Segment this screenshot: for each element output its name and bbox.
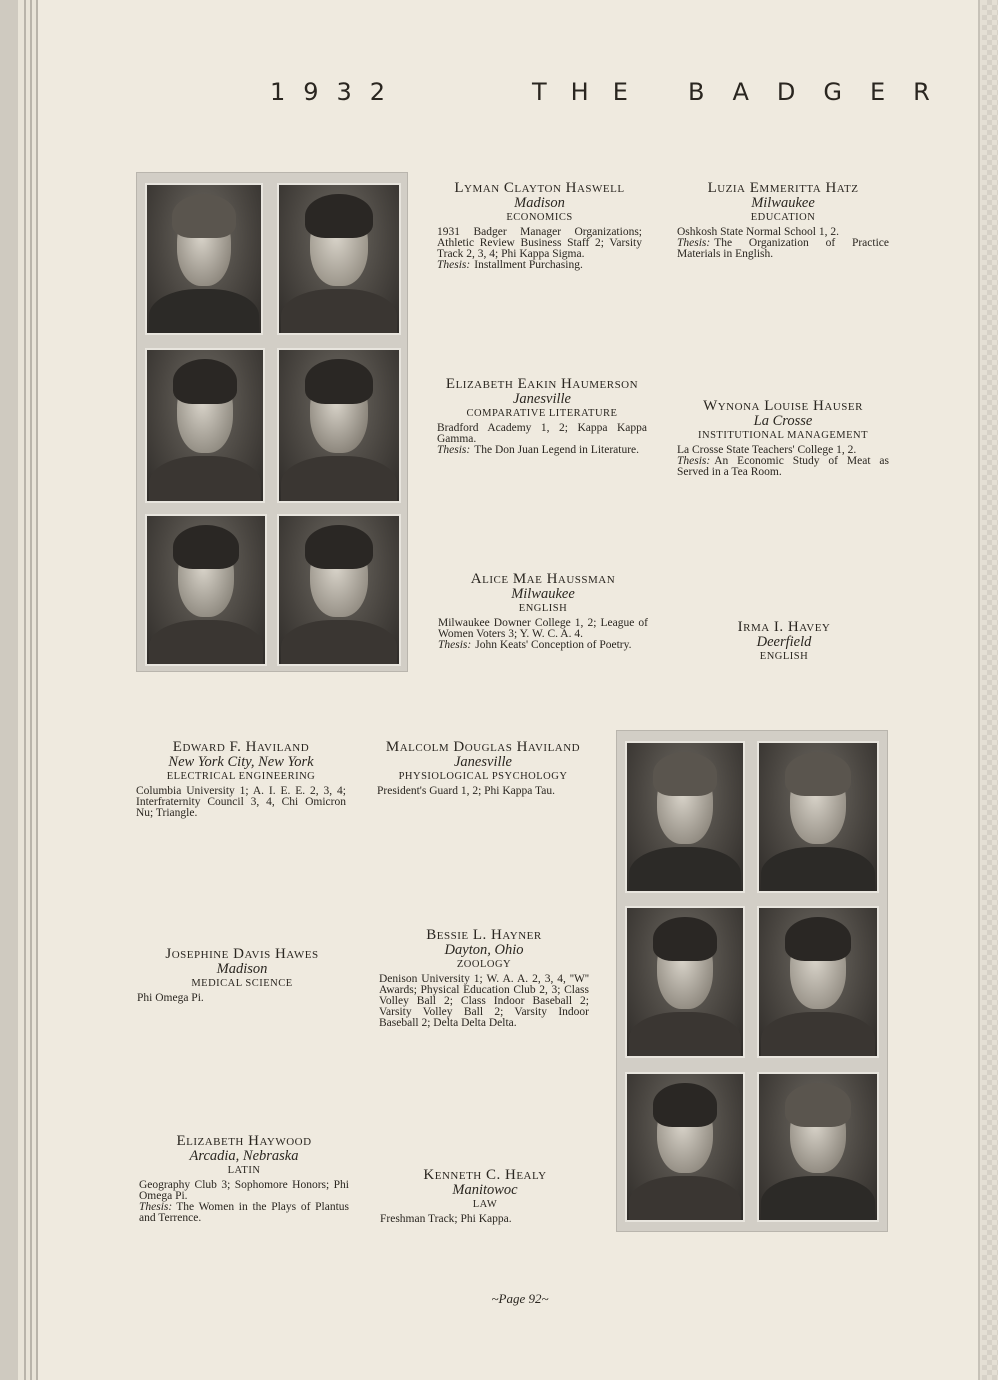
student-activities: President's Guard 1, 2; Phi Kappa Tau.	[377, 785, 556, 797]
student-activities: Phi Omega Pi.	[137, 992, 204, 1004]
student-hometown: Dayton, Ohio	[444, 942, 524, 958]
student-course: ZOOLOGY	[456, 959, 512, 970]
student-hometown: New York City, New York	[168, 754, 314, 770]
entry-hawes	[137, 947, 347, 1004]
binding-edge-right	[974, 0, 998, 1380]
student-course: LATIN	[227, 1165, 261, 1176]
student-hometown: Milwaukee	[511, 586, 575, 602]
student-course: ENGLISH	[518, 603, 568, 614]
page-header	[270, 78, 958, 112]
student-thesis: Thesis: Installment Purchasing.	[437, 259, 583, 271]
header-title: BADGER	[688, 78, 958, 106]
student-activities: Bradford Academy 1, 2; Kappa Kappa Gamma.	[437, 422, 647, 445]
portrait-malcolm-haviland	[757, 741, 879, 893]
student-activities: Columbia University 1; A. I. E. E. 2, 3, 4; Interfraternity Council 3, 4, Chi Omicron Nu; Triangle.	[136, 785, 346, 819]
student-activities: Denison University 1; W. A. A. 2, 3, 4, ''W'' Awards; Physical Education Club 2, 3; Class Volley Ball 2; Class Indoor Baseball 2; Varsity Volley Ball 2; Varsity Indoor Baseball 2; Delta Delta Delta.	[379, 973, 589, 1029]
student-thesis: Thesis: An Economic Study of Meat as Served in a Tea Room.	[677, 455, 889, 478]
portrait-haywood	[625, 1072, 745, 1222]
header-year: 1932	[270, 78, 404, 106]
student-name: Kenneth C. Healy	[423, 1167, 547, 1183]
student-course: ECONOMICS	[506, 212, 573, 223]
entry-haumerson	[437, 377, 647, 456]
student-activities: La Crosse State Teachers' College 1, 2.	[677, 444, 857, 456]
student-hometown: Deerfield	[756, 634, 812, 650]
portrait-hayner	[757, 906, 879, 1058]
entry-hauser	[677, 399, 889, 478]
student-activities: Milwaukee Downer College 1, 2; League of Women Voters 3; Y. W. C. A. 4.	[438, 617, 648, 640]
student-hometown: Milwaukee	[751, 195, 815, 211]
student-hometown: Manitowoc	[452, 1182, 518, 1198]
entry-haussman	[438, 572, 648, 651]
portrait-healy	[757, 1072, 879, 1222]
portrait-havey	[277, 514, 401, 666]
student-hometown: Madison	[216, 961, 268, 977]
photo-panel-bottom	[616, 730, 888, 1232]
entry-haswell	[437, 181, 642, 271]
student-hometown: La Crosse	[753, 413, 813, 429]
student-name: Edward F. Haviland	[172, 739, 310, 755]
student-course: PHYSIOLOGICAL PSYCHOLOGY	[398, 771, 568, 782]
student-course: EDUCATION	[750, 212, 816, 223]
student-hometown: Madison	[514, 195, 565, 211]
header-the: THE	[532, 78, 652, 106]
entry-edward-haviland	[136, 740, 346, 819]
portrait-edward-haviland	[625, 741, 745, 893]
portrait-haumerson	[145, 348, 265, 503]
student-course: MEDICAL SCIENCE	[191, 978, 293, 989]
student-course: LAW	[472, 1199, 498, 1210]
portrait-hawes	[625, 906, 745, 1058]
student-thesis: Thesis: The Don Juan Legend in Literature.	[437, 444, 640, 456]
student-name: Malcolm Douglas Haviland	[385, 739, 581, 755]
student-thesis: Thesis: The Organization of Practice Materials in English.	[677, 237, 889, 260]
student-name: Lyman Clayton Haswell	[454, 180, 625, 196]
student-activities: 1931 Badger Manager Organizations; Athletic Review Business Staff 2; Varsity Track 2, 3, 4; Phi Kappa Sigma.	[437, 226, 642, 260]
student-name: Bessie L. Hayner	[426, 927, 542, 943]
entry-hayner	[379, 928, 589, 1029]
portrait-hauser	[277, 348, 401, 503]
entry-healy	[380, 1168, 590, 1225]
student-name: Josephine Davis Hawes	[165, 946, 319, 962]
student-course: ELECTRICAL ENGINEERING	[166, 771, 316, 782]
portrait-haussman	[145, 514, 267, 666]
student-course: INSTITUTIONAL MANAGEMENT	[698, 430, 868, 441]
entry-haywood	[139, 1134, 349, 1224]
page-number: ~Page 92~	[491, 1291, 549, 1306]
student-hometown: Arcadia, Nebraska	[189, 1148, 299, 1164]
student-course: ENGLISH	[759, 651, 809, 662]
student-name: Luzia Emmeritta Hatz	[707, 180, 859, 196]
student-name: Alice Mae Haussman	[470, 571, 616, 587]
entry-havey	[680, 620, 888, 666]
student-name: Elizabeth Haywood	[176, 1133, 312, 1149]
student-course: COMPARATIVE LITERATURE	[466, 408, 618, 419]
student-name: Elizabeth Eakin Haumerson	[445, 376, 639, 392]
portrait-haswell	[145, 183, 263, 335]
student-activities: Oshkosh State Normal School 1, 2.	[677, 226, 839, 238]
student-activities: Freshman Track; Phi Kappa.	[380, 1213, 512, 1225]
student-thesis: Thesis: The Women in the Plays of Plantus and Terrence.	[139, 1201, 349, 1224]
student-thesis: Thesis: John Keats' Conception of Poetry.	[438, 639, 632, 651]
student-name: Irma I. Havey	[737, 619, 831, 635]
entry-hatz	[677, 181, 889, 260]
entry-malcolm-haviland	[377, 740, 589, 797]
portrait-hatz	[277, 183, 401, 335]
student-hometown: Janesville	[513, 391, 571, 407]
student-name: Wynona Louise Hauser	[703, 398, 863, 414]
student-hometown: Janesville	[454, 754, 512, 770]
photo-panel-top	[136, 172, 408, 672]
binding-edge-left	[0, 0, 46, 1380]
student-activities: Geography Club 3; Sophomore Honors; Phi Omega Pi.	[139, 1179, 349, 1202]
